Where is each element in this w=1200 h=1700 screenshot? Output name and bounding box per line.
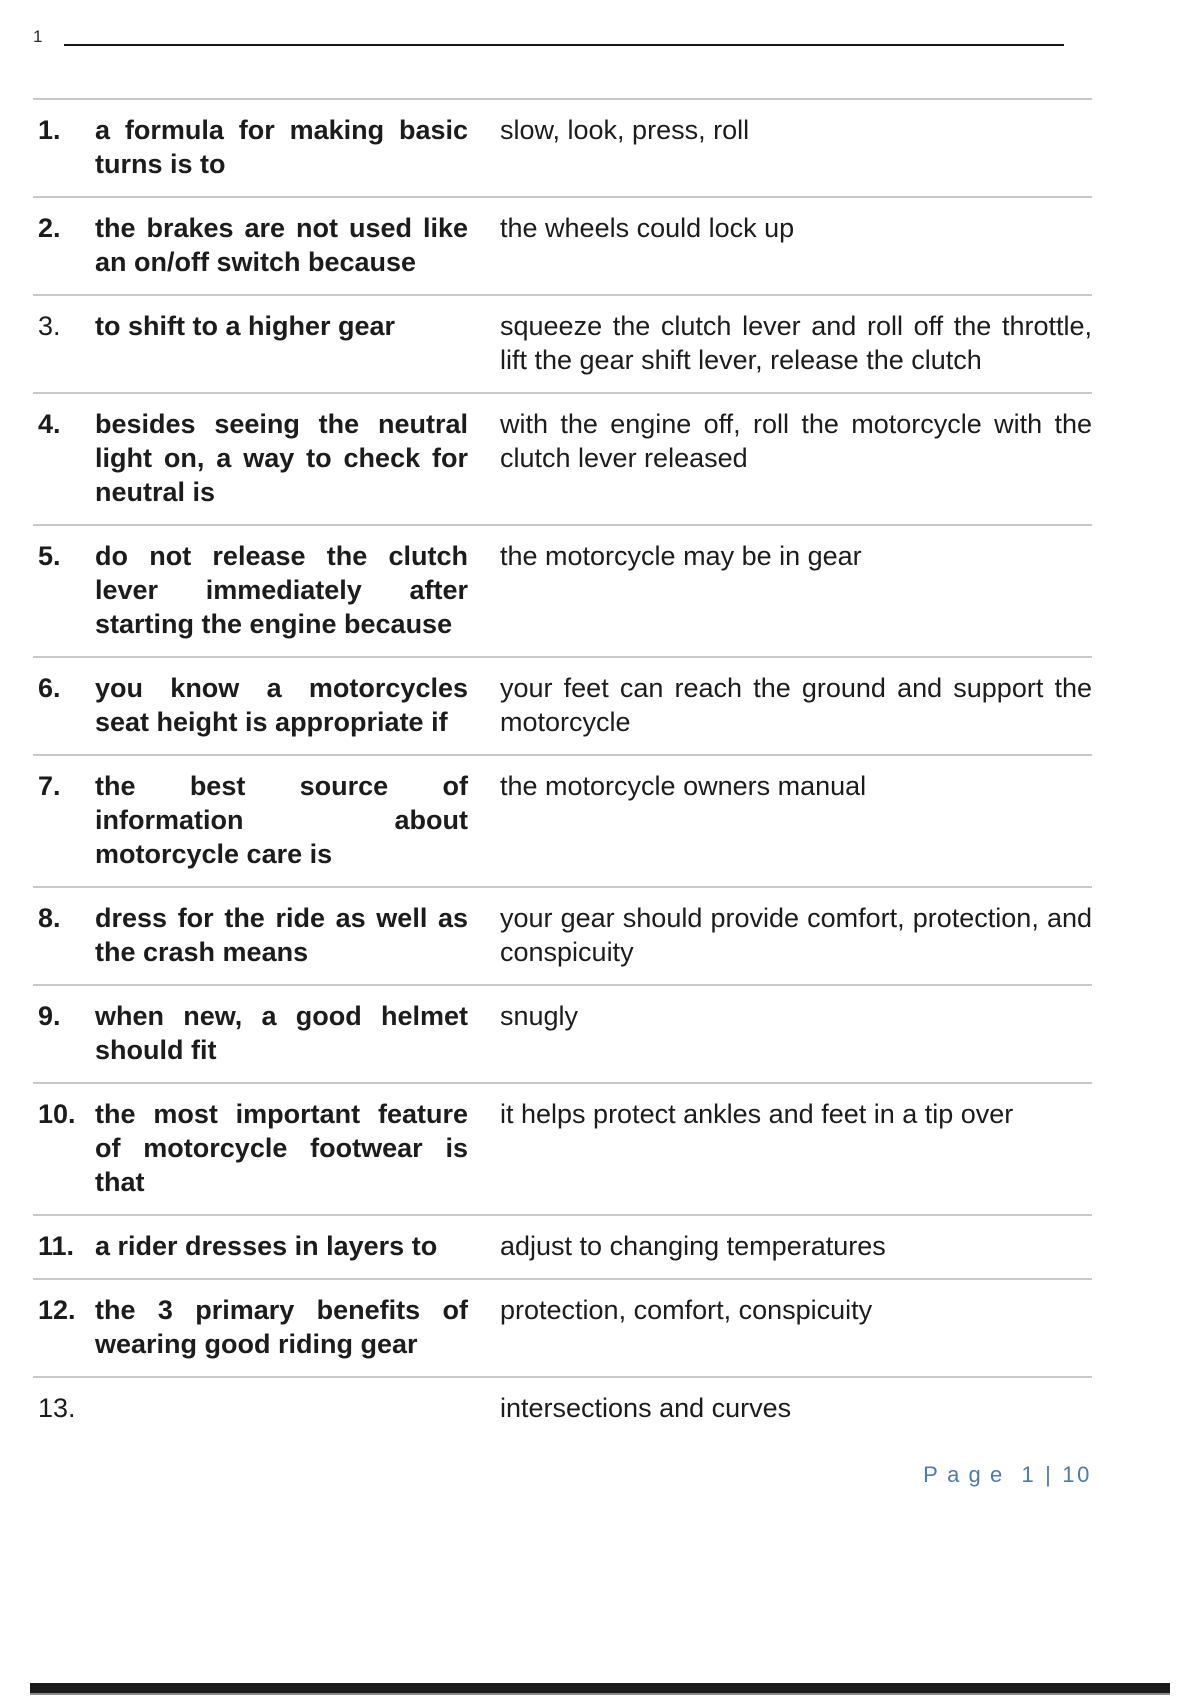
question-text: to shift to a higher gear: [95, 311, 396, 341]
row-number: 10.: [38, 1099, 76, 1129]
answer-text: it helps protect ankles and feet in a tip over: [500, 1099, 1014, 1129]
row-number: 11.: [38, 1231, 75, 1261]
answer-text: your gear should provide comfort, protection, and conspicuity: [500, 903, 1092, 967]
question-text: a formula for making basic turns is to: [95, 115, 468, 179]
row-number: 3.: [38, 311, 61, 341]
row-number: 6.: [38, 673, 61, 703]
answer-text: with the engine off, roll the motorcycle with the clutch lever released: [500, 409, 1092, 473]
page-corner-number: 1: [33, 27, 43, 46]
question-text: a rider dresses in layers to: [95, 1231, 438, 1261]
table-row: [33, 196, 1092, 294]
answer-text: the wheels could lock up: [500, 213, 795, 243]
answer-text: the motorcycle may be in gear: [500, 541, 862, 571]
table-row: [33, 1376, 1092, 1440]
answer-text: snugly: [500, 1001, 579, 1031]
question-text: the brakes are not used like an on/off switch because: [95, 213, 468, 277]
row-number: 7.: [38, 771, 61, 801]
answer-text: slow, look, press, roll: [500, 115, 750, 145]
table-row: [33, 294, 1092, 392]
table-row: [33, 1214, 1092, 1278]
question-text: do not release the clutch lever immediately after starting the engine because: [95, 541, 468, 639]
row-number: 4.: [38, 409, 61, 439]
page-header: [33, 28, 1092, 46]
page-footer-value: 1 | 10: [1021, 1462, 1092, 1487]
question-text: the most important feature of motorcycle footwear is that: [95, 1099, 468, 1197]
header-rule: [64, 44, 1064, 46]
row-number: 1.: [38, 115, 61, 145]
question-text: [95, 1391, 480, 1425]
answer-text: squeeze the clutch lever and roll off the throttle, lift the gear shift lever, release the clutch: [500, 311, 1092, 375]
question-text: besides seeing the neutral light on, a way to check for neutral is: [95, 409, 468, 507]
row-number: 5.: [38, 541, 61, 571]
answer-text: the motorcycle owners manual: [500, 771, 867, 801]
page-footer: [33, 1462, 1092, 1488]
answer-text: your feet can reach the ground and support the motorcycle: [500, 673, 1092, 737]
answer-text: protection, comfort, conspicuity: [500, 1295, 873, 1325]
table-row: [33, 524, 1092, 656]
next-page-edge: [30, 1683, 1170, 1695]
question-text: dress for the ride as well as the crash means: [95, 903, 468, 967]
table-row: [33, 98, 1092, 196]
question-text: when new, a good helmet should fit: [95, 1001, 468, 1065]
page-footer-label: Page: [923, 1462, 1012, 1487]
qa-table: [33, 98, 1092, 1440]
answer-text: adjust to changing temperatures: [500, 1231, 886, 1261]
table-row: [33, 886, 1092, 984]
table-row: [33, 1082, 1092, 1214]
question-text: the best source of information about motorcycle care is: [95, 771, 468, 869]
table-row: [33, 984, 1092, 1082]
table-row: [33, 656, 1092, 754]
row-number: 8.: [38, 903, 61, 933]
table-row: [33, 754, 1092, 886]
answer-text: intersections and curves: [500, 1393, 792, 1423]
table-row: [33, 1278, 1092, 1376]
row-number: 9.: [38, 1001, 61, 1031]
question-text: you know a motorcycles seat height is appropriate if: [95, 673, 468, 737]
table-row: [33, 392, 1092, 524]
question-text: the 3 primary benefits of wearing good riding gear: [95, 1295, 468, 1359]
row-number: 2.: [38, 213, 61, 243]
row-number: 13.: [38, 1393, 76, 1423]
row-number: 12.: [38, 1295, 76, 1325]
